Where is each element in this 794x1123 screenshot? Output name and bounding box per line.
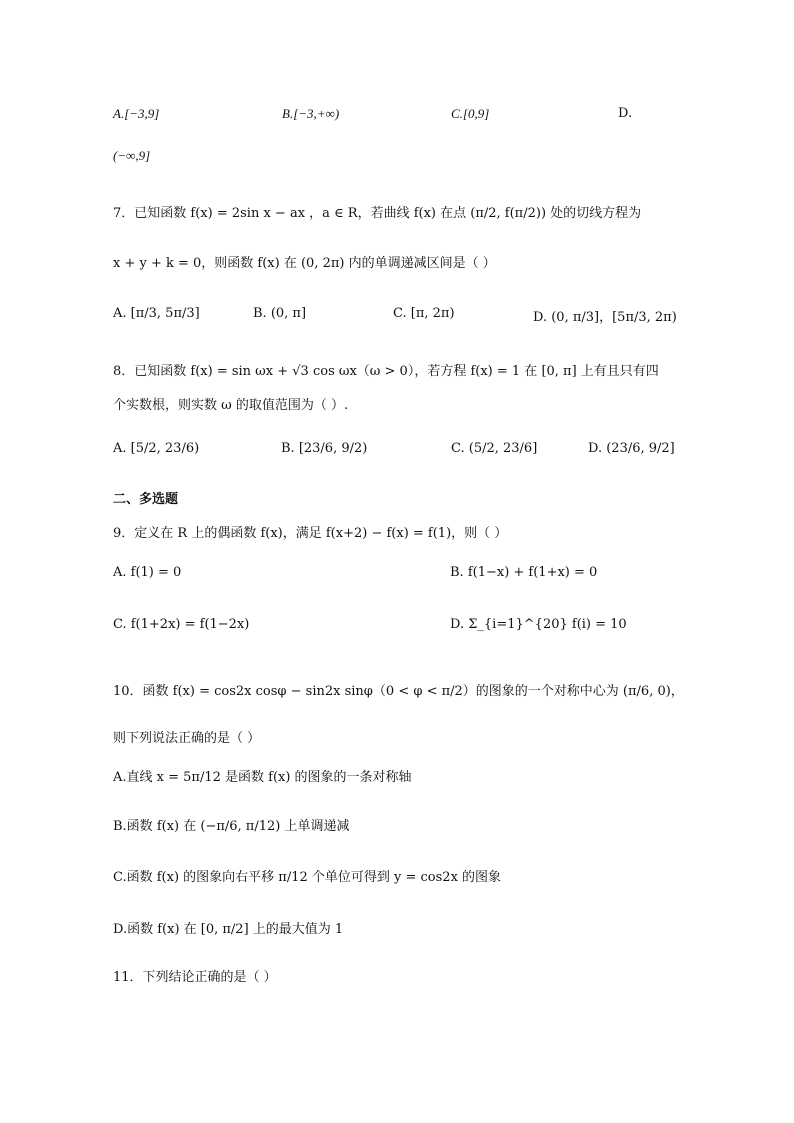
q6-option-c: C.[0,9] xyxy=(451,106,490,121)
q10-option-c: C.函数 f(x) 的图象向右平移 π/12 个单位可得到 y = cos2x 的图象 xyxy=(113,870,502,885)
q11-stem: 11．下列结论正确的是（ ） xyxy=(113,970,277,985)
q10-option-a: A.直线 x = 5π/12 是函数 f(x) 的图象的一条对称轴 xyxy=(113,770,412,785)
q7-stem-line2: x + y + k = 0，则函数 f(x) 在 (0, 2π) 内的单调递减区间是（ ） xyxy=(113,256,496,271)
q9-option-d: D. Σ_{i=1}^{20} f(i) = 10 xyxy=(450,617,627,632)
q8-stem-line2: 个实数根，则实数 ω 的取值范围为（ ）. xyxy=(113,398,349,413)
q10-stem-line1: 10．函数 f(x) = cos2x cosφ − sin2x sinφ（0 < φ < π/2）的图象的一个对称中心为 (π/6, 0)， xyxy=(113,684,684,699)
q6-option-b: B.[−3,+∞) xyxy=(282,106,340,121)
q7-option-d: D. (0, π/3]，[5π/3, 2π) xyxy=(533,310,677,325)
q9-option-b: B. f(1−x) + f(1+x) = 0 xyxy=(450,565,598,580)
q7-option-c: C. [π, 2π) xyxy=(393,306,455,321)
q7-stem-line1: 7．已知函数 f(x) = 2sin x − ax ，a ∈ R，若曲线 f(x) 在点 (π/2, f(π/2)) 处的切线方程为 xyxy=(113,206,642,221)
q7-option-a: A. [π/3, 5π/3] xyxy=(113,306,200,321)
q8-stem-line1: 8．已知函数 f(x) = sin ωx + √3 cos ωx（ω > 0），若方程 f(x) = 1 在 [0, π] 上有且只有四 xyxy=(113,364,659,379)
q9-option-c: C. f(1+2x) = f(1−2x) xyxy=(113,617,250,632)
q8-option-b: B. [23/6, 9/2) xyxy=(281,441,368,456)
q10-option-d: D.函数 f(x) 在 [0, π/2] 上的最大值为 1 xyxy=(113,922,344,937)
q6-option-d-value: (−∞,9] xyxy=(113,148,151,163)
section-heading: 二、多选题 xyxy=(113,492,179,507)
q9-option-a: A. f(1) = 0 xyxy=(113,565,182,580)
q8-option-d: D. (23/6, 9/2] xyxy=(588,441,675,456)
q8-option-a: A. [5/2, 23/6) xyxy=(113,441,200,456)
q6-option-d: D. xyxy=(618,106,633,121)
q8-option-c: C. (5/2, 23/6] xyxy=(451,441,538,456)
q10-stem-line2: 则下列说法正确的是（ ） xyxy=(113,731,261,746)
q9-stem: 9．定义在 R 上的偶函数 f(x)，满足 f(x+2) − f(x) = f(1)，则（ ） xyxy=(113,526,508,541)
q6-option-a: A.[−3,9] xyxy=(113,106,160,121)
q10-option-b: B.函数 f(x) 在 (−π/6, π/12) 上单调递减 xyxy=(113,819,350,834)
q7-option-b: B. (0, π] xyxy=(253,306,307,321)
